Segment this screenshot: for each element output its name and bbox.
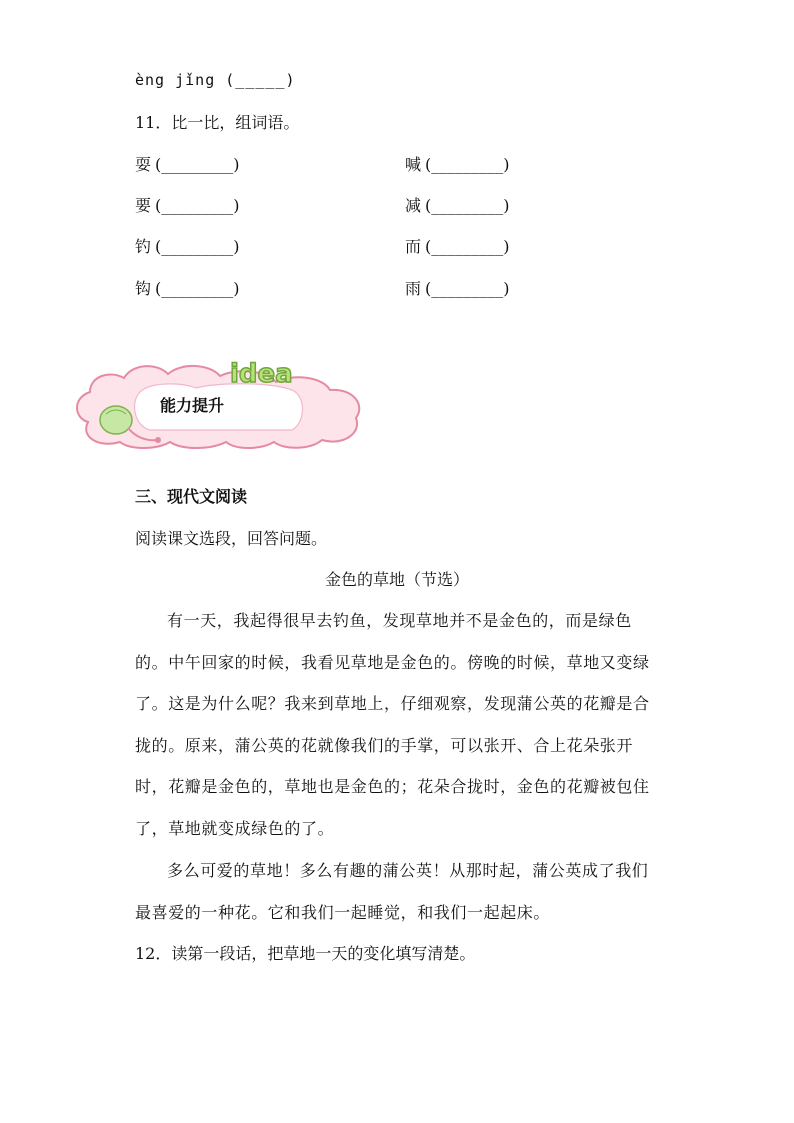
compare-char: 要 (135, 196, 152, 215)
compare-char: 减 (405, 196, 422, 215)
svg-text:idea: idea (230, 359, 293, 389)
compare-item-left-3 (135, 239, 240, 255)
banner-label: 能力提升 (160, 396, 225, 415)
compare-char: 耍 (135, 155, 152, 174)
article-paragraph-2: 多么可爱的草地！多么有趣的蒲公英！从那时起，蒲公英成了我们最喜爱的一种花。它和我们一起睡觉，和我们一起起床。 (135, 861, 649, 922)
idea-lettering (230, 359, 293, 389)
compare-item-right-1 (405, 157, 510, 173)
compare-char: 钓 (135, 237, 152, 256)
question-12-title: 12．读第一段话，把草地一天的变化填写清楚。 (135, 944, 476, 963)
answer-blank[interactable]: (_________) (425, 237, 510, 256)
compare-item-left-2 (135, 198, 240, 214)
section-title: 三、现代文阅读 (135, 487, 248, 506)
compare-item-left-1 (135, 157, 240, 173)
compare-char: 喊 (405, 155, 422, 174)
article-title: 金色的草地（节选） (324, 570, 469, 589)
reading-instruction: 阅读课文选段，回答问题。 (135, 529, 328, 548)
compare-char: 钩 (135, 279, 152, 298)
answer-blank[interactable]: (_________) (425, 155, 510, 174)
answer-blank[interactable]: (_________) (425, 279, 510, 298)
answer-blank[interactable]: (_________) (155, 155, 240, 174)
answer-blank[interactable]: (_________) (155, 279, 240, 298)
compare-item-right-4 (405, 281, 510, 297)
answer-blank[interactable]: (_________) (425, 196, 510, 215)
compare-item-right-2 (405, 198, 510, 214)
answer-blank[interactable]: (_________) (155, 196, 240, 215)
compare-item-left-4 (135, 281, 240, 297)
compare-char: 雨 (405, 279, 422, 298)
compare-char: 而 (405, 237, 422, 256)
answer-blank[interactable]: (_________) (155, 237, 240, 256)
question-11-title: 11．比一比，组词语。 (135, 113, 300, 132)
pinyin-line: èng jǐng (_____) (135, 71, 296, 89)
article-paragraph-1: 有一天，我起得很早去钓鱼，发现草地并不是金色的，而是绿色的。中午回家的时候，我看见草地是金色的。傍晚的时候，草地又变绿了。这是为什么呢？我来到草地上，仔细观察，发现蒲公英的花瓣是合拢的。原来，蒲公英的花就像我们的手掌，可以张开、合上花朵张开时，花瓣是金色的，草地也是金色的；花朵合拢时，金色的花瓣被包住了，草地就变成绿色的了。 (135, 611, 650, 838)
compare-item-right-3 (405, 239, 510, 255)
